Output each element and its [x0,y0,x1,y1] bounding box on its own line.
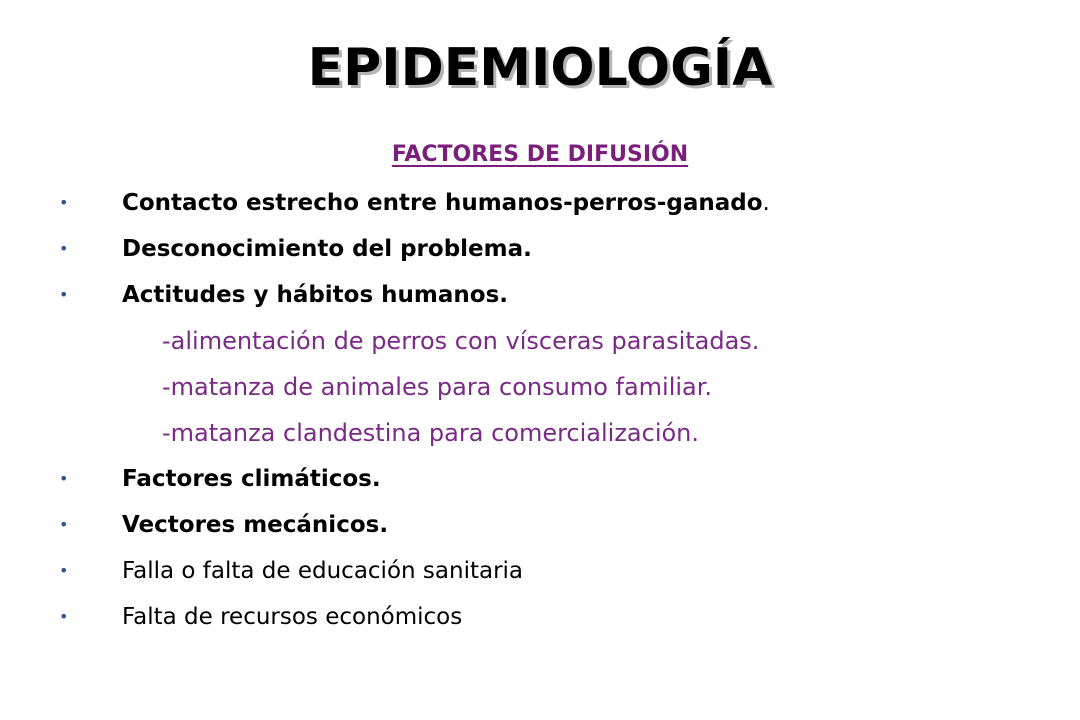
sub-list-item [0,318,1080,364]
list-item-text: Vectores mecánicos. [122,512,389,538]
list-item-suffix: . [762,190,770,216]
sub-list-item-text: -matanza clandestina para comercialización. [162,419,700,447]
list-item-text [122,180,770,226]
bullet-list [0,180,1080,640]
bullet-dot-icon: • [59,515,69,534]
list-item-text: Factores climáticos. [122,466,381,492]
list-item-text: Falta de recursos económicos [122,604,463,630]
list-item [0,180,1080,226]
list-item-text: Actitudes y hábitos humanos. [122,282,509,308]
sub-list-item-text: -matanza de animales para consumo familiar. [162,373,713,401]
bullet-dot-icon: • [59,193,69,212]
list-item [0,548,1080,594]
list-item-label: Contacto estrecho entre humanos-perros-ganado [122,190,763,216]
list-item [0,226,1080,272]
sub-list-item [0,410,1080,456]
list-item [0,456,1080,502]
slide-subtitle: FACTORES DE DIFUSIÓN [391,142,689,167]
sub-list-item-text: -alimentación de perros con vísceras parasitadas. [162,327,760,355]
sub-list-item [0,364,1080,410]
bullet-dot-icon: • [59,239,69,258]
bullet-dot-icon: • [59,561,69,580]
list-item [0,272,1080,318]
bullet-dot-icon: • [59,469,69,488]
slide-title: EPIDEMIOLOGÍA [307,38,773,98]
bullet-dot-icon: • [59,285,69,304]
list-item-text: Falla o falta de educación sanitaria [122,558,524,584]
bullet-dot-icon: • [59,607,69,626]
list-item-text: Desconocimiento del problema. [122,236,532,262]
list-item [0,502,1080,548]
list-item [0,594,1080,640]
